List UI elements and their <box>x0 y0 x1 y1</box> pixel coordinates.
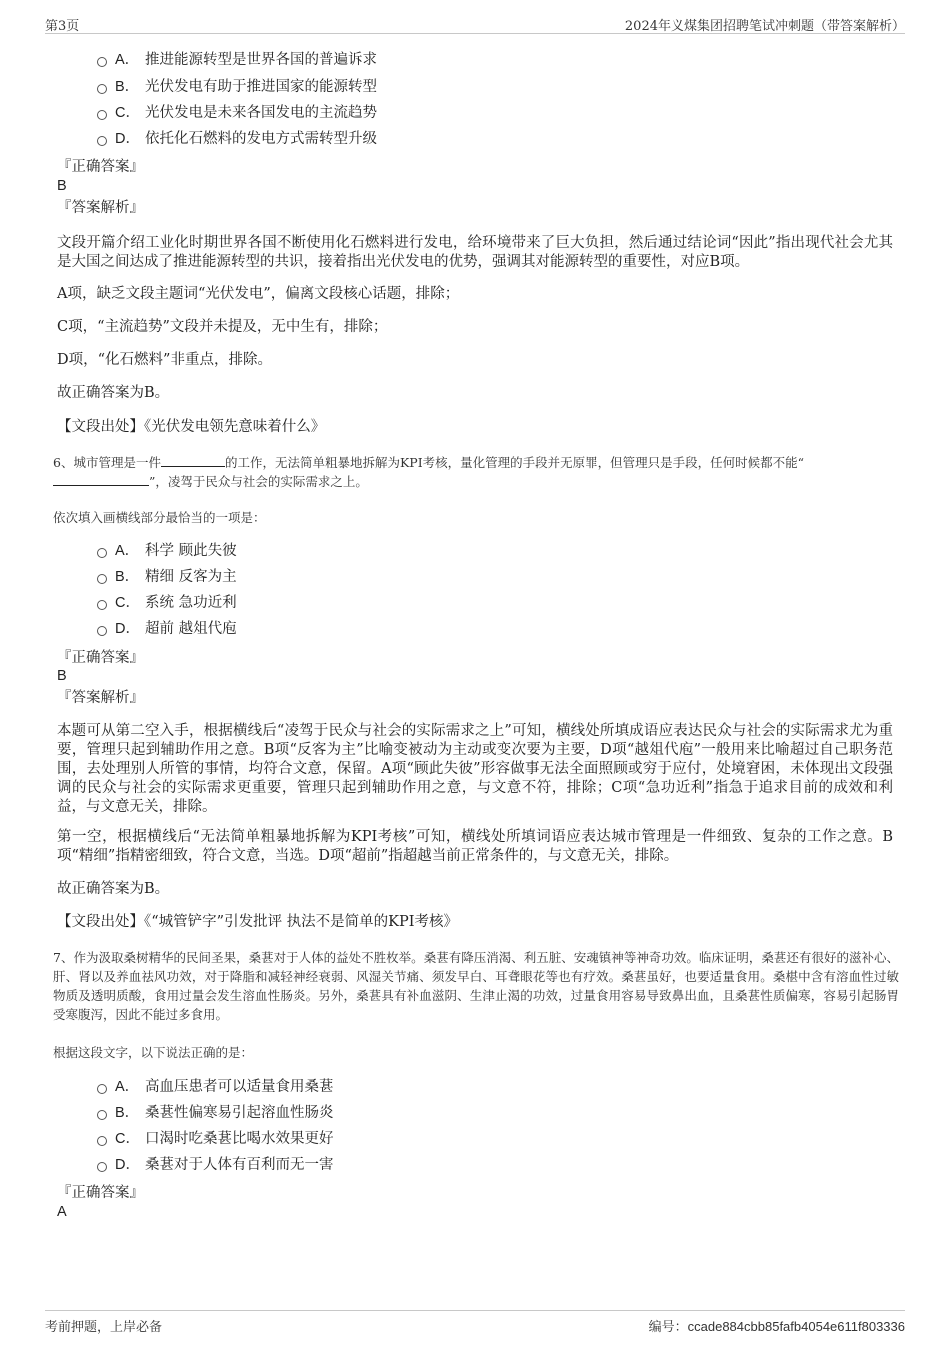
q5-answer: B <box>57 178 67 194</box>
q6-stem: 6、城市管理是一件 的工作，无法简单粗暴地拆解为KPI考核，量化管理的手段并无原罪，但管理只是手段，任何时候都不能“ ”，凌驾于民众与社会的实际需求之上。 <box>53 455 805 489</box>
document-title: 2024年义煤集团招聘笔试冲刺题（带答案解析） <box>624 19 905 34</box>
q7-answer: A <box>57 1204 67 1220</box>
q5-analysis-label: 『答案解析』 <box>57 200 144 216</box>
q6-answer: B <box>57 668 67 684</box>
blank-line <box>161 454 225 467</box>
q6-analysis-paragraph: 本题可从第二空入手，根据横线后“凌驾于民众与社会的实际需求之上”可知，横线处所填成语应表达民众与社会的实际需求尤为重要，管理只起到辅助作用之意。B项“反客为主”比喻变被动为主动或变次要为主要，D项“越俎代庖”一般用来比喻超过自己职务范围，去处理别人所管的事情，均符合文意，保留。A项“顾此失彼”形容做事无法全面照顾或穷于应付，处境窘困，未体现出文段强调的民众与社会的实际需求更重要，管理只起到辅助作用之意，与文意不符，排除；C项“急功近利”指急于追求目前的成效和利益，与文意无关，排除。 <box>57 723 893 815</box>
radio-icon[interactable] <box>97 1110 107 1120</box>
q7-stem: 7、作为汲取桑树精华的民间圣果，桑葚对于人体的益处不胜枚举。桑葚有降压消渴、利五脏、安魂镇神等神奇功效。临床证明，桑葚还有很好的滋补心、肝、肾以及养血祛风功效，对于降脂和减轻神经衰弱、风湿关节痛、须发早白、耳聋眼花等也有疗效。桑葚虽好，也要适量食用。桑椹中含有溶血性过敏物质及透明质酸，食用过量会发生溶血性肠炎。另外，桑葚具有补血滋阴、生津止渴的功效，过量食用容易导致鼻出血，且桑葚性质偏寒，容易引起肠胃受寒腹泻，因此不能过多食用。 <box>53 950 899 1022</box>
q5-answer-label: 『正确答案』 <box>57 159 144 175</box>
radio-icon[interactable] <box>97 136 107 146</box>
radio-icon[interactable] <box>97 626 107 636</box>
page-number: 第3页 <box>45 19 80 34</box>
q7-answer-label: 『正确答案』 <box>57 1185 144 1201</box>
radio-icon[interactable] <box>97 1084 107 1094</box>
q6-conclusion: 故正确答案为B。 <box>57 881 170 897</box>
q5-analysis-a: A项，缺乏文段主题词“光伏发电”，偏离文段核心话题，排除； <box>57 286 460 302</box>
q7-prompt: 根据这段文字，以下说法正确的是： <box>53 1045 254 1060</box>
radio-icon[interactable] <box>97 1162 107 1172</box>
q5-conclusion: 故正确答案为B。 <box>57 385 170 401</box>
page-footer <box>45 1310 905 1338</box>
q6-analysis-label: 『答案解析』 <box>57 690 144 706</box>
document-id: 编号：ccade884cbb85fafb4054e611f803336 <box>648 1319 905 1334</box>
blank-line <box>53 473 149 486</box>
footer-slogan: 考前押题，上岸必备 <box>45 1320 163 1335</box>
radio-icon[interactable] <box>97 600 107 610</box>
radio-icon[interactable] <box>97 548 107 558</box>
page-header <box>45 12 905 34</box>
q5-source: 【文段出处】《光伏发电领先意味着什么》 <box>57 419 326 435</box>
q6-analysis-paragraph-2: 第一空，根据横线后“无法简单粗暴地拆解为KPI考核”可知，横线处所填词语应表达城市管理是一件细致、复杂的工作之意。B项“精细”指精密细致，符合文意，当选。D项“超前”指超越当前正常条件的，与文意无关，排除。 <box>57 829 893 864</box>
q6-prompt: 依次填入画横线部分最恰当的一项是： <box>53 510 266 525</box>
q5-analysis-d: D项，“化石燃料”非重点，排除。 <box>57 352 272 368</box>
q6-answer-label: 『正确答案』 <box>57 650 144 666</box>
q5-analysis-c: C项，“主流趋势”文段并未提及，无中生有，排除； <box>57 319 388 335</box>
radio-icon[interactable] <box>97 574 107 584</box>
radio-icon[interactable] <box>97 84 107 94</box>
radio-icon[interactable] <box>97 1136 107 1146</box>
radio-icon[interactable] <box>97 57 107 67</box>
q5-analysis-paragraph: 文段开篇介绍工业化时期世界各国不断使用化石燃料进行发电，给环境带来了巨大负担，然后通过结论词“因此”指出现代社会尤其是大国之间达成了推进能源转型的共识，接着指出光伏发电的优势，强调其对能源转型的重要性，对应B项。 <box>57 235 893 270</box>
q6-source: 【文段出处】《“城管铲字”引发批评 执法不是简单的KPI考核》 <box>57 914 458 930</box>
radio-icon[interactable] <box>97 110 107 120</box>
